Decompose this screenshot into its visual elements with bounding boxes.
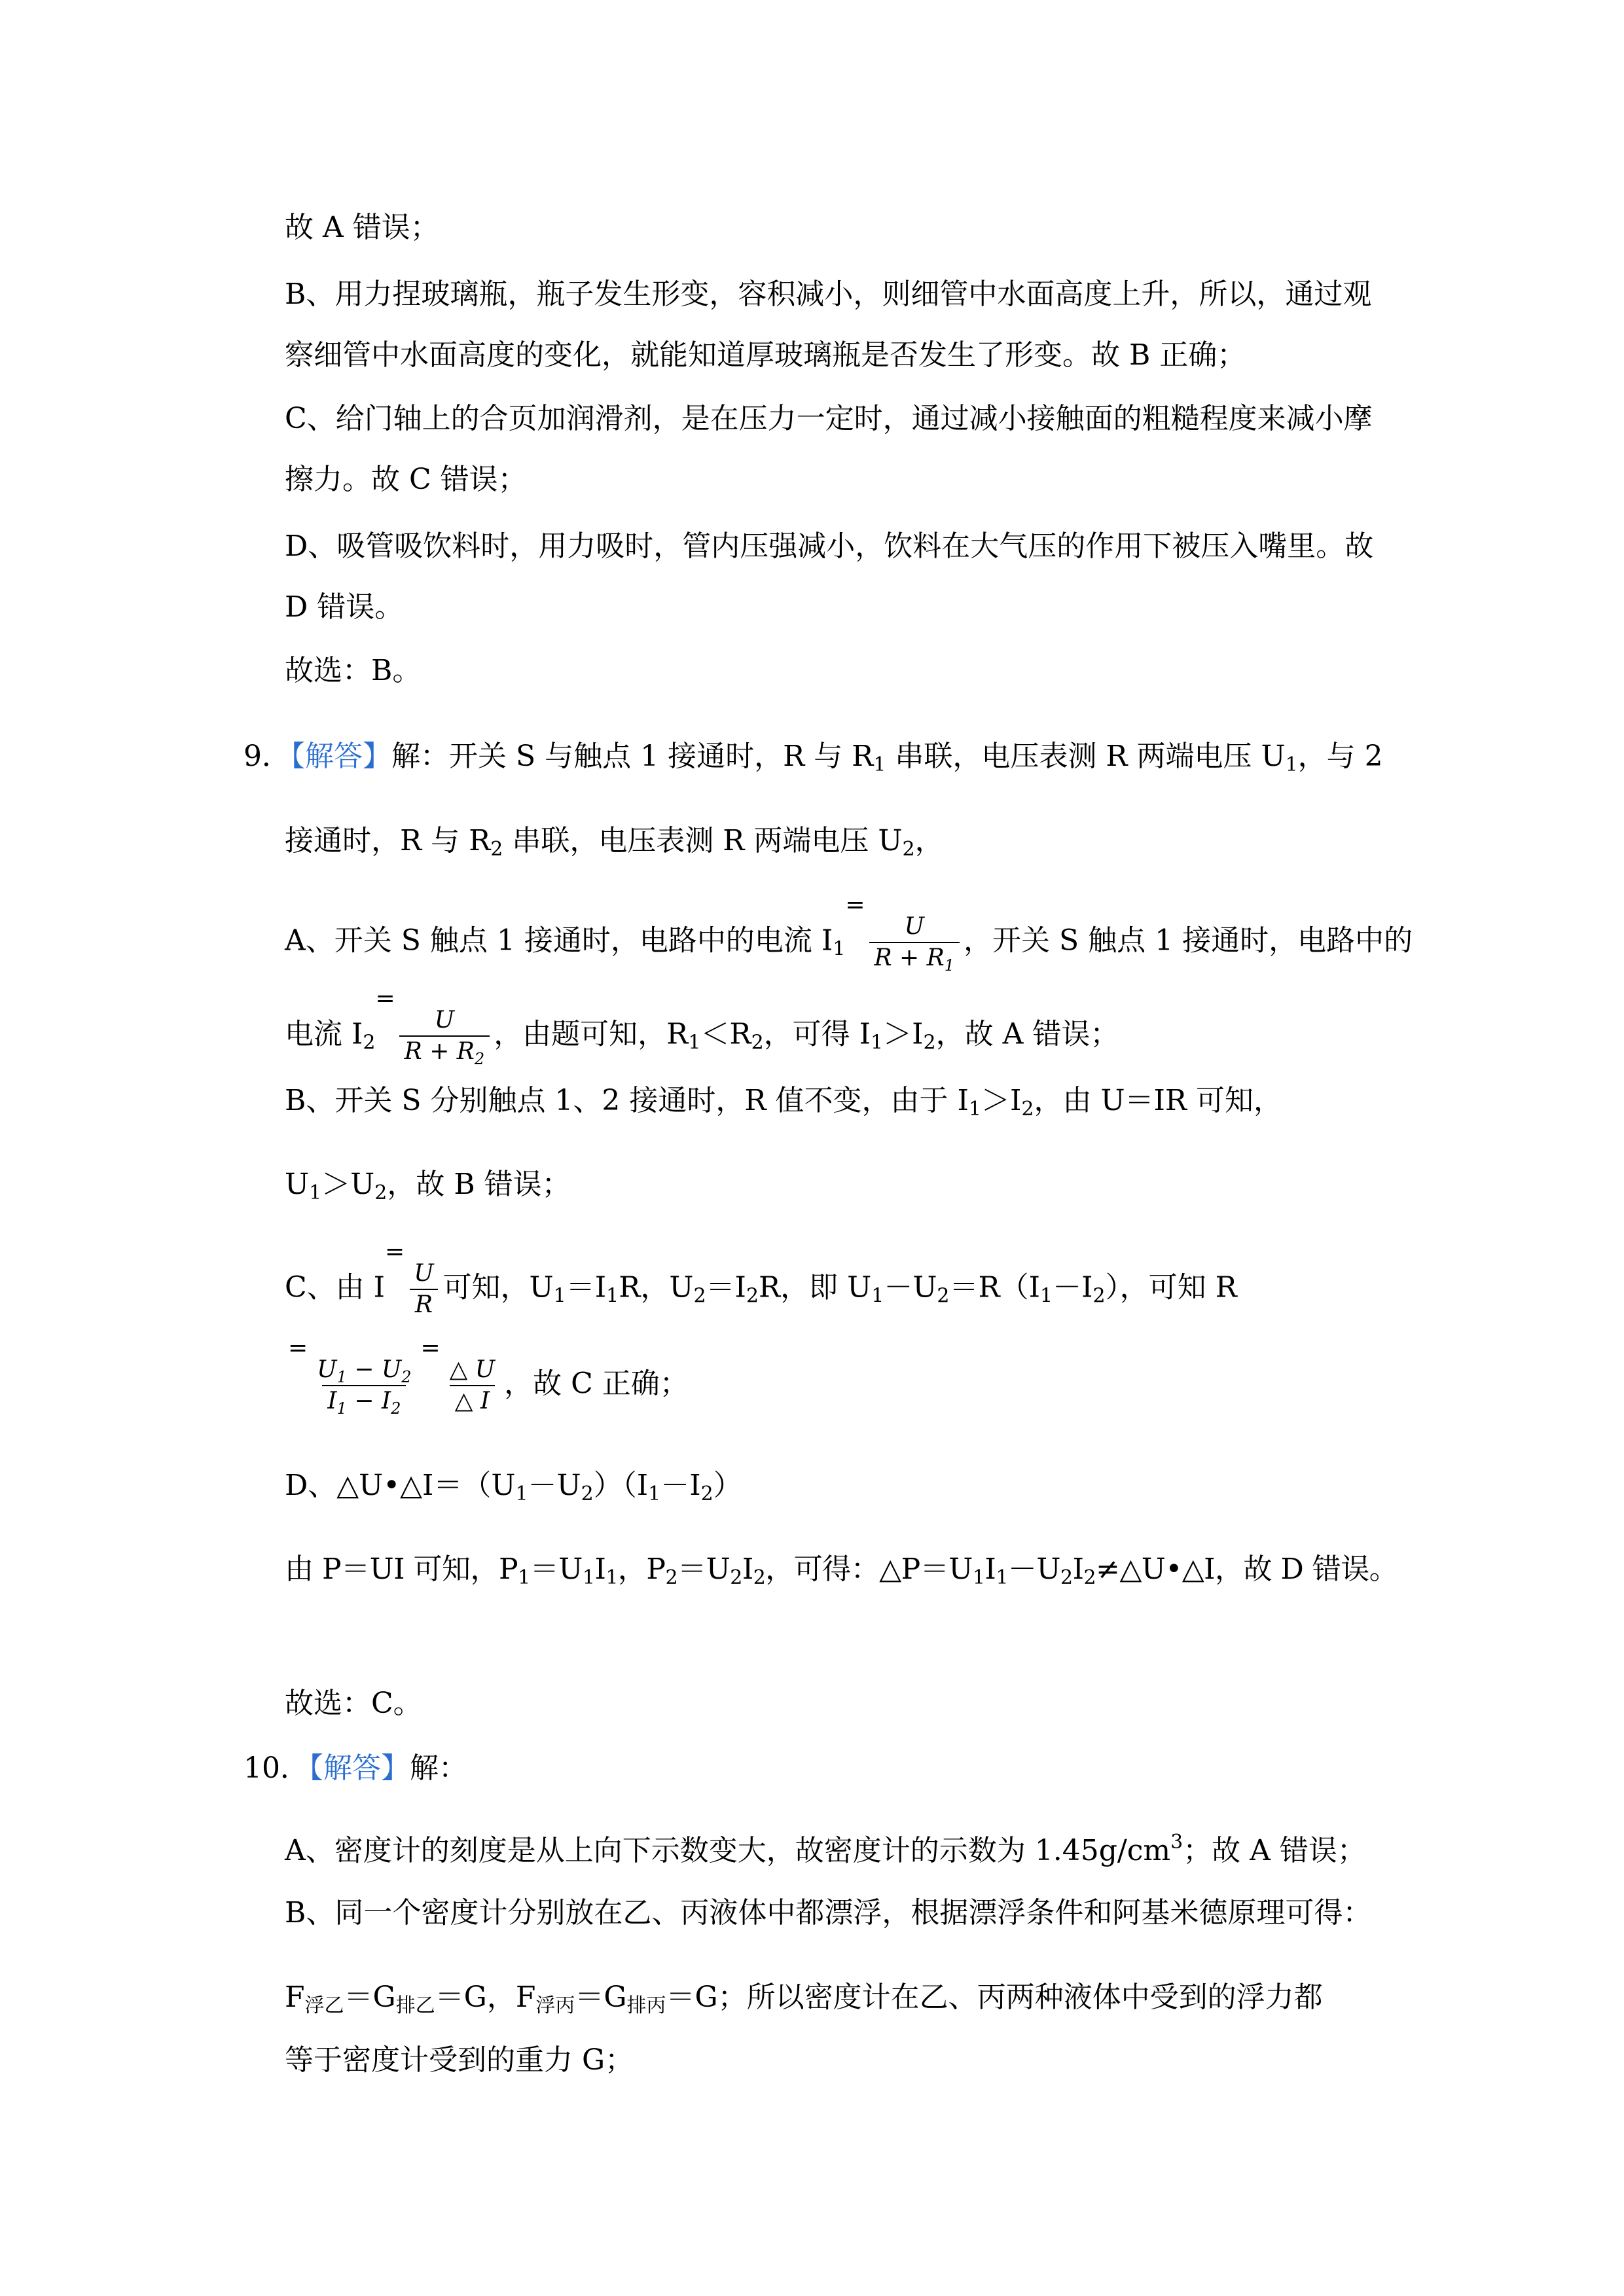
text-line: = $\frac{U_1 - U_2}{I_1 - I_2}$ = $\frac{\triangle U}{\triangle I}$ ，故 C 正确；: [288, 1335, 689, 1418]
text-line: 故选：B。: [285, 654, 422, 687]
text-line-option-a: A、密度计的刻度是从上向下示数变大，故密度计的示数为 $1.45g/cm^3$；故 A 错误；: [285, 1831, 1366, 1867]
text-line: 接通时，R 与 $R_2$ 串联，电压表测 R 两端电压 $U_2$，: [285, 824, 944, 861]
text-line: 等于密度计受到的重力 G；: [285, 2043, 634, 2077]
fraction: $\frac{\triangle U}{\triangle I}$: [444, 1355, 500, 1416]
text-line-option-b: B、同一个密度计分别放在乙、丙液体中都漂浮，根据漂浮条件和阿基米德原理可得：: [285, 1896, 1372, 1929]
answer-line: 故选：C。: [285, 1687, 422, 1720]
text-line: $U_1>U_2$，故 B 错误；: [285, 1168, 571, 1204]
text-line: $F_{浮乙}=G_{排乙}=G$，$F_{浮丙}=G_{排丙}=G$；所以密度计在乙、丙两种液体中受到的浮力都: [285, 1981, 1323, 2017]
question-number: 10．: [244, 1751, 309, 1785]
question-number: 9．: [244, 740, 291, 773]
text-line: 电流 $I_2^=$ $\frac{U}{R + R_2}$ ，由题可知，$R_1<R_2$，可得 $I_1>I_2$，故 A 错误；: [285, 985, 1119, 1069]
question-10-intro: 10．【解答】解：: [244, 1751, 467, 1785]
fraction: $\frac{U}{R + R_2}$: [399, 1005, 490, 1067]
answer-tag: 【解答】: [291, 740, 391, 773]
answer-tag: 【解答】: [309, 1751, 410, 1785]
text-line-option-c: C、由 I= $\frac{U}{R}$ 可知，$U_1=I_1R$，$U_2=I_2R$，即 $U_1-U_2=R(I_1-I_2)$，可知 R: [285, 1221, 1237, 1320]
text-line: B、用力捏玻璃瓶，瓶子发生形变，容积减小，则细管中水面高度上升，所以，通过观: [285, 278, 1372, 311]
text-line: 由 P＝UI 可知，$P_1=U_1I_1$，$P_2=U_2I_2$，可得：$\triangle P=U_1I_1-U_2I_2\ne\triangle U•\triangle I$，故 D 错误。: [285, 1552, 1398, 1589]
text-line: 察细管中水面高度的变化，就能知道厚玻璃瓶是否发生了形变。故 B 正确；: [285, 338, 1246, 372]
fraction: $\frac{U}{R + R_1}$: [869, 912, 960, 973]
text-line-option-a: A、开关 S 触点 1 接通时，电路中的电流 $I_1^=$ $\frac{U}{R + R_1}$ ，开关 S 触点 1 接通时，电路中的: [285, 891, 1413, 975]
fraction: $\frac{U}{R}$: [408, 1259, 439, 1320]
text-line-option-b: B、开关 S 分别触点 1、2 接通时，R 值不变，由于 $I_1>I_2$，由 U＝IR 可知，: [285, 1084, 1283, 1121]
text-line: 擦力。故 C 错误；: [285, 463, 527, 496]
text-line: D 错误。: [285, 590, 404, 624]
text-line-option-d: D、$\triangle U•\triangle I=(U_1-U_2)(I_1-I_2)$: [285, 1469, 742, 1505]
text-line: C、给门轴上的合页加润滑剂，是在压力一定时，通过减小接触面的粗糙程度来减小摩: [285, 402, 1373, 435]
fraction: $\frac{U_1 - U_2}{I_1 - I_2}$: [317, 1356, 412, 1418]
text-line: 故 A 错误；: [285, 211, 439, 244]
question-9-intro: 9．【解答】解：开关 S 与触点 1 接通时，R 与 $R_1$ 串联，电压表测 R 两端电压 $U_1$，与 2: [244, 740, 1383, 776]
text-line: D、吸管吸饮料时，用力吸时，管内压强减小，饮料在大气压的作用下被压入嘴里。故: [285, 529, 1374, 563]
